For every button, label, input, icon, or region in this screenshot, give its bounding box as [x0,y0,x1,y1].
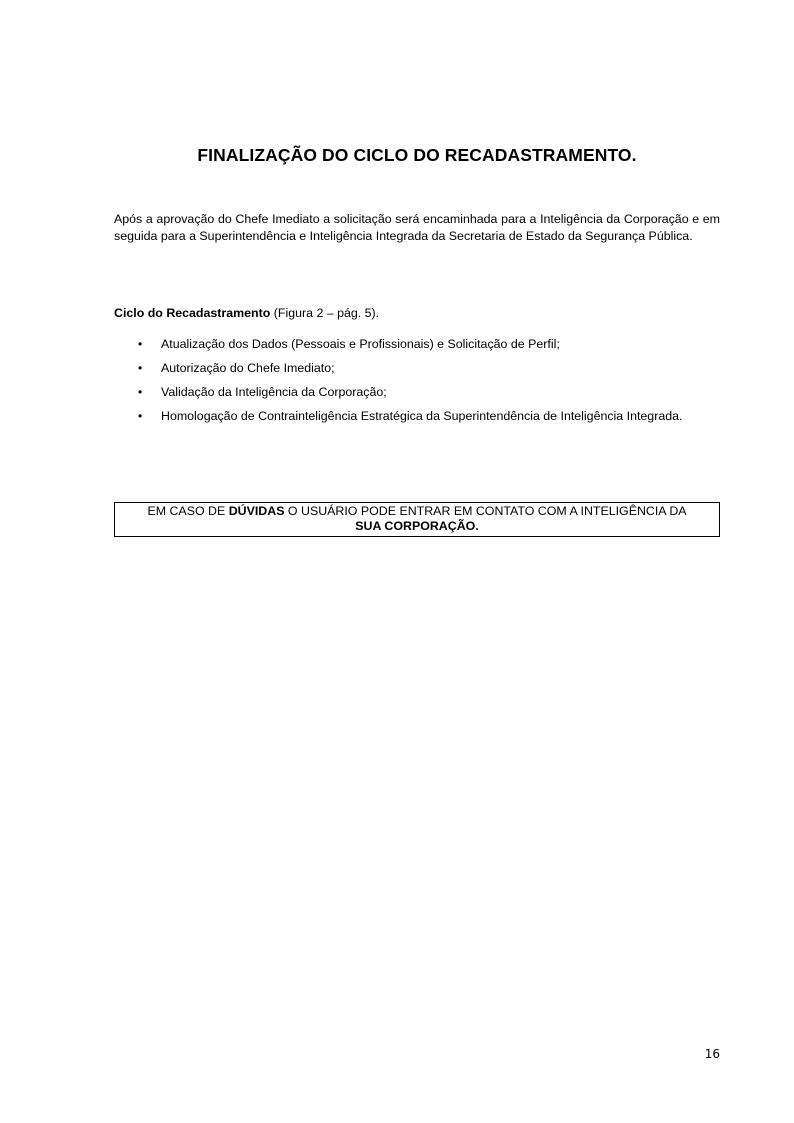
cycle-steps-list [114,336,734,432]
list-item-text: Homologação de Contrainteligência Estratégica da Superintendência de Inteligência Integrada. [161,409,683,423]
notice-text-bold-2: SUA CORPORAÇÃO. [355,519,479,533]
list-item [114,384,734,401]
cycle-figure-reference: (Figura 2 – pág. 5). [270,306,380,320]
notice-text-2: O USUÁRIO PODE ENTRAR EM CONTATO COM A INTELIGÊNCIA DA [284,504,687,518]
list-item-text: Atualização dos Dados (Pessoais e Profissionais) e Solicitação de Perfil; [161,337,560,351]
bullet-icon: • [138,337,143,351]
body-paragraph: Após a aprovação do Chefe Imediato a solicitação será encaminhada para a Inteligência da Corporação e em seguida para a Superintendência e Inteligência Integrada da Secretaria de Estado da Segurança Pública. [114,212,720,243]
list-item-text: Autorização do Chefe Imediato; [161,361,335,375]
bullet-icon: • [138,385,143,399]
page-number: 16 [704,1047,720,1061]
bullet-icon: • [138,361,143,375]
contact-notice-box [114,502,720,537]
bullet-icon: • [138,409,143,423]
cycle-heading-label: Ciclo do Recadastramento [114,306,271,320]
notice-text-bold-1: DÚVIDAS [228,504,285,518]
list-item-text: Validação da Inteligência da Corporação; [161,385,387,399]
list-item [114,336,734,353]
list-item [114,408,734,425]
notice-text-1: EM CASO DE [147,504,229,518]
list-item [114,360,734,377]
page-title: FINALIZAÇÃO DO CICLO DO RECADASTRAMENTO. [197,145,637,165]
cycle-heading [114,305,379,322]
